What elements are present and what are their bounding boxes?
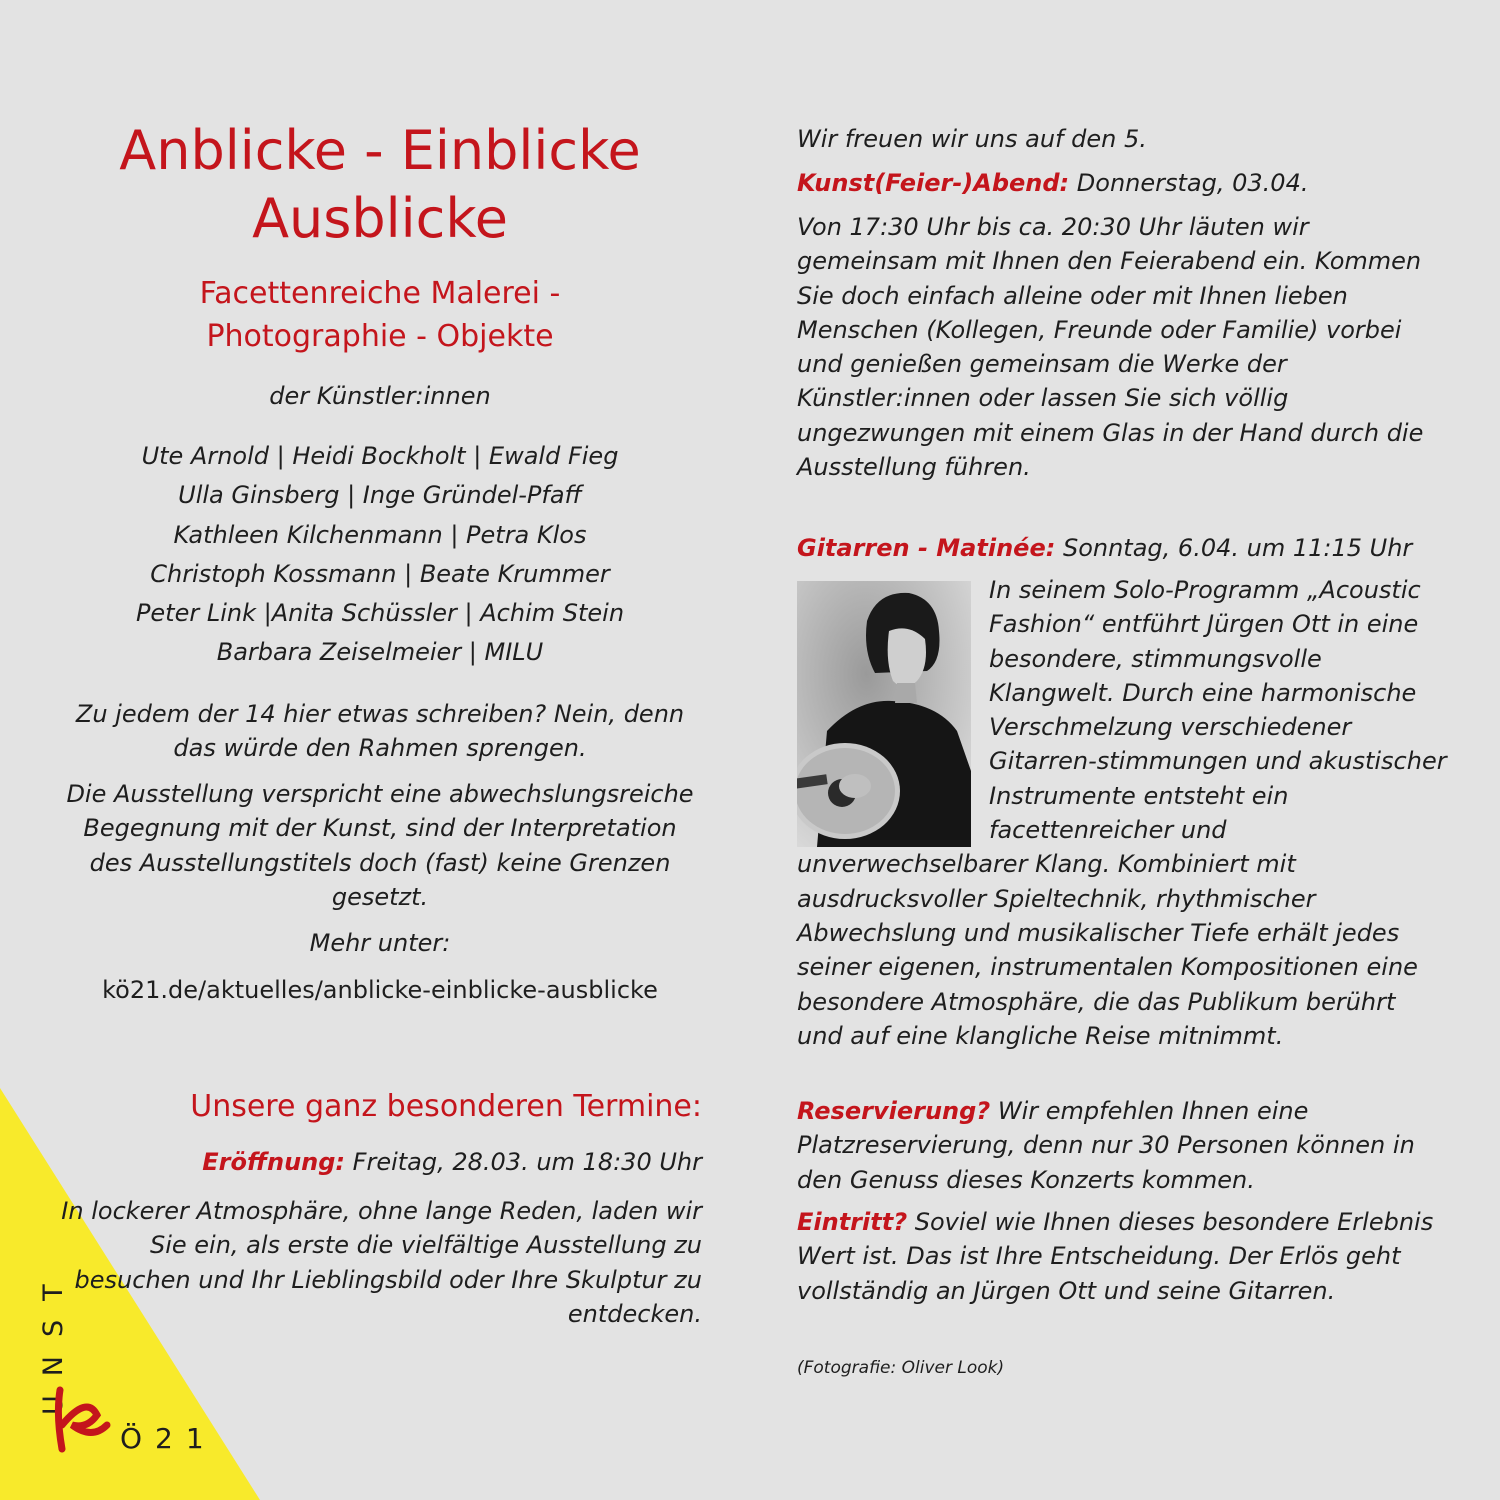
subtitle-line-1: Facettenreiche Malerei -: [199, 276, 561, 311]
reservation-label: Reservierung?: [797, 1097, 991, 1125]
subtitle: [60, 272, 700, 358]
admission-info: [797, 1205, 1447, 1308]
events-heading: Unsere ganz besonderen Termine:: [190, 1089, 702, 1124]
guitarist-photo: [797, 581, 971, 847]
opening-event: [60, 1148, 702, 1176]
opening-label: Eröffnung:: [202, 1148, 346, 1176]
artists-intro: der Künstler:innen: [269, 382, 491, 410]
more-info-link[interactable]: kö21.de/aktuelles/anblicke-einblicke-ausblicke: [102, 976, 658, 1004]
guitar-matinee-event: [797, 531, 1447, 565]
art-evening-date: Donnerstag, 03.04.: [1076, 169, 1309, 197]
exhibition-paragraph: Die Ausstellung verspricht eine abwechslungsreiche Begegnung mit der Kunst, sind der Interpretation des Ausstellungstitels doch (fast) keine Grenzen gesetzt.: [66, 780, 694, 911]
art-evening-event: [797, 166, 1447, 200]
guitar-matinee-description: In seinem Solo-Programm „Acoustic Fashion“ entführt Jürgen Ott in eine besondere, stimmungsvolle Klangwelt. Durch eine harmonische Verschmelzung verschiedener Gitarren-stimmungen und akustischer Instrumente entsteht ein facettenreicher und unverwechselbarer Klang. Kombiniert mit ausdrucksvoller Spieltechnik, rhythmischer Abwechslung und musikalischer Tiefe erhält jedes seiner eigenen, instrumentalen Kompositionen eine besondere Atmosphäre, die das Publikum berührt und auf eine klangliche Reise mitnimmt.: [797, 576, 1447, 1050]
artists-line: Barbara Zeiselmeier | MILU: [216, 638, 544, 667]
admission-label: Eintritt?: [797, 1208, 908, 1236]
logo-k-mark: [42, 1385, 112, 1455]
subtitle-line-2: Photographie - Objekte: [206, 319, 554, 354]
admission-text: Soviel wie Ihnen dieses besondere Erlebnis Wert ist. Das ist Ihre Entscheidung. Der Erlös geht vollständig an Jürgen Ott und seine Gitarren.: [797, 1208, 1434, 1305]
guitar-matinee-label: Gitarren - Matinée:: [797, 534, 1056, 562]
artists-line: Ulla Ginsberg | Inge Gründel-Pfaff: [178, 481, 582, 510]
opening-description: In lockerer Atmosphäre, ohne lange Reden, laden wir Sie ein, als erste die vielfältige Ausstellung zu besuchen und Ihr Lieblingsbild oder Ihre Skulptur zu entdecken.: [61, 1197, 702, 1328]
logo-suffix: Ö21: [120, 1422, 217, 1455]
artists-line: Peter Link |Anita Schüssler | Achim Stein: [135, 599, 625, 628]
art-evening-description: Von 17:30 Uhr bis ca. 20:30 Uhr läuten wir gemeinsam mit Ihnen den Feierabend ein. Kommen Sie doch einfach alleine oder mit Ihnen lieben Menschen (Kollegen, Freunde oder Familie) vorbei und genießen gemeinsam die Werke der Künstler:innen oder lassen Sie sich völlig ungezwungen mit einem Glas in der Hand durch die Ausstellung führen.: [797, 213, 1424, 482]
logo-vertical-text: UNST: [38, 1265, 69, 1415]
reservation-info: [797, 1094, 1447, 1197]
opening-date: Freitag, 28.03. um 18:30 Uhr: [352, 1148, 702, 1176]
page-title-line-1: Anblicke - Einblicke: [119, 119, 641, 182]
intro-paragraph: Zu jedem der 14 hier etwas schreiben? Nein, denn das würde den Rahmen sprengen.: [75, 700, 685, 763]
art-evening-label: Kunst(Feier-)Abend:: [797, 169, 1070, 197]
artists-line: Kathleen Kilchenmann | Petra Klos: [173, 520, 587, 549]
guitar-matinee-date: Sonntag, 6.04. um 11:15 Uhr: [1062, 534, 1413, 562]
page-title-line-2: Ausblicke: [252, 187, 508, 250]
photo-credit: (Fotografie: Oliver Look): [797, 1358, 1005, 1378]
more-info-label: Mehr unter:: [309, 929, 451, 957]
reservation-text: Wir empfehlen Ihnen eine Platzreservierung, denn nur 30 Personen können in den Genuss dieses Konzerts kommen.: [797, 1097, 1415, 1194]
artists-line: Christoph Kossmann | Beate Krummer: [150, 559, 610, 588]
right-intro: Wir freuen wir uns auf den 5.: [797, 125, 1147, 153]
artists-line: Ute Arnold | Heidi Bockholt | Ewald Fieg: [141, 442, 619, 470]
guitar-matinee-block: [797, 573, 1447, 1053]
artists-list: [60, 437, 700, 673]
